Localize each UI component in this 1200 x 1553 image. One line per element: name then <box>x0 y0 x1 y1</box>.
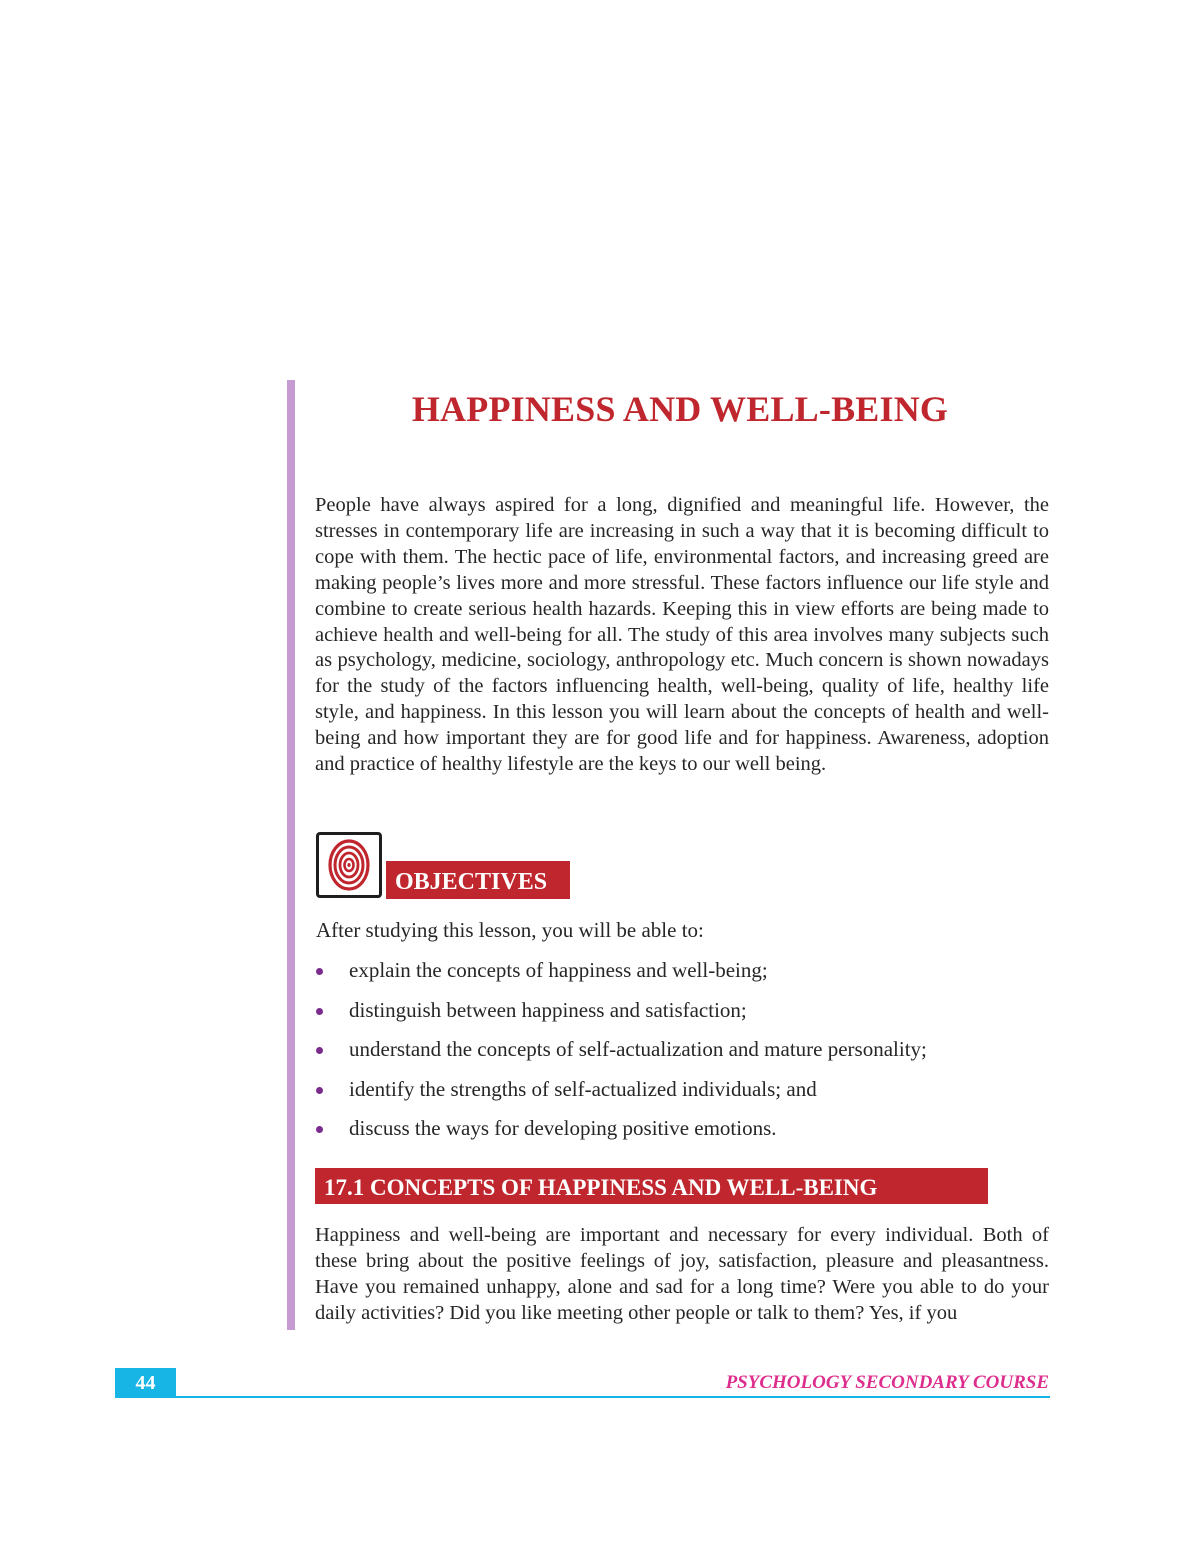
bullet-icon <box>316 968 323 975</box>
objective-text: discuss the ways for developing positive emotions. <box>349 1116 777 1140</box>
objective-item <box>316 957 1056 997</box>
objective-item <box>316 1036 1056 1076</box>
objective-item <box>316 1115 1056 1155</box>
page-number: 44 <box>115 1368 176 1397</box>
objective-item <box>316 997 1056 1037</box>
objective-item <box>316 1076 1056 1116</box>
target-icon <box>316 832 382 898</box>
objectives-heading: OBJECTIVES <box>386 861 570 899</box>
objective-text: explain the concepts of happiness and well-being; <box>349 958 768 982</box>
objective-text: distinguish between happiness and satisfaction; <box>349 997 747 1022</box>
intro-paragraph: People have always aspired for a long, dignified and meaningful life. However, the stresses in contemporary life are increasing in such a way that it is becoming difficult to cope with them. The hectic pace of life, environmental factors, and increasing greed are making people’s lives more and more stressful. These factors influence our life style and combine to create serious health hazards. Keeping this in view efforts are being made to achieve health and well-being for all. The study of this area involves many subjects such as psychology, medicine, sociology, anthropology etc. Much concern is shown nowadays for the study of the factors influencing health, well-being, quality of life, healthy life style, and happiness. In this lesson you will learn about the concepts of health and well-being and how important they are for good life and for happiness. Awareness, adoption and practice of healthy lifestyle are the keys to our well being. <box>315 494 1049 776</box>
margin-bar <box>287 380 295 1330</box>
objective-text: identify the strengths of self-actualized individuals; and <box>349 1076 817 1101</box>
objective-text: understand the concepts of self-actualization and mature personality; <box>349 1037 927 1061</box>
section-heading: 17.1 CONCEPTS OF HAPPINESS AND WELL-BEING <box>315 1168 988 1204</box>
bullet-icon <box>316 1047 323 1054</box>
footer-rule <box>115 1396 1050 1398</box>
objectives-lead-in: After studying this lesson, you will be able to: <box>316 918 704 942</box>
bullet-icon <box>316 1008 323 1015</box>
section-paragraph: Happiness and well-being are important and necessary for every individual. Both of these bring about the positive feelings of joy, satisfaction, pleasure and pleasantness. Have you remained unhappy, alone and sad for a long time? Were you able to do your daily activities? Did you like meeting other people or talk to them? Yes, if you <box>315 1224 1049 1324</box>
course-name: PSYCHOLOGY SECONDARY COURSE <box>725 1372 1049 1393</box>
bullet-icon <box>316 1126 323 1133</box>
lesson-title: HAPPINESS AND WELL-BEING <box>411 389 949 429</box>
bullet-icon <box>316 1087 323 1094</box>
objectives-list <box>316 957 1056 1155</box>
